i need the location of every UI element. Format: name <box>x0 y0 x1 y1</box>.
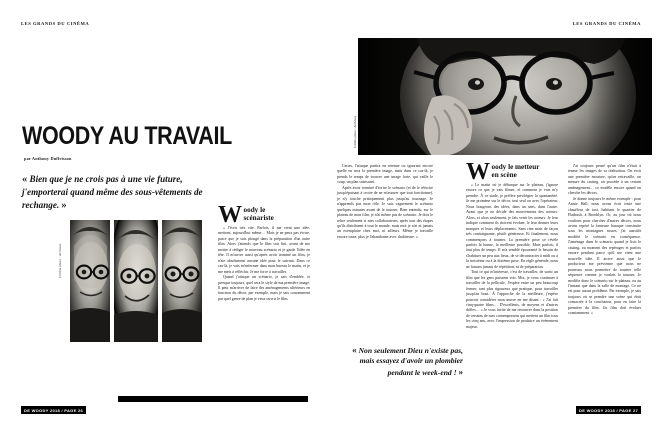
portrait-strip-1-image <box>70 220 110 342</box>
section-heading-line-2: en scène <box>491 171 517 179</box>
portrait-strip-3-image <box>162 220 202 342</box>
footer-rule <box>118 396 308 402</box>
paragraph: Certes, l'attaque partira en retenue ou ignorant encore quelle en sera la première image, mais dans ce cas-là, je prends le temps de trouver une image forte, qui vaille le coup, un plan saisissant. <box>337 163 433 185</box>
hero-portrait-credit: Crédits photo : Archives <box>353 115 357 148</box>
paragraph: Tout ce qui m'intéresse, c'est de travailler, de sortir un film que les gens puissent voir. Moi, je veux continuer à travailler de la pellicule. J'espère entre un peu beaucoup fermer, tant plus rigoureux que pratique, pour travailler jusqu'au bout. À l'approche de la meilleure, j'espère pouvoir considérer mon œuvre en me disant : « J'ai fait cinq-quatre films… D'excellents, de moyens et d'autres drôles… » Je vous invite de me retrouver dans la position de certains de mes contemporains qui mettent un film tous les cinq ans, avec l'impression de produire un événement majeur. <box>466 269 558 329</box>
paragraph: Après avoir terminé d'écrire le scénario (et de le réécrire jusqu'épuisant à croire de ne m'assurer que tout fonctionne), je n'y touche pratiquement plus jusqu'au tournage. Je n'apprends pas mon rôle. Je suis vaguement le scénario quelques minutes avant de le tourner. Bien entendu, sur le plateau de mon film, je n'ai même pas de scénario. Je dois le relire seulement si mes collaborateurs, après tout des étapes qu'ils distribuent à tout le monde, mais moi je n'ai ni jamais un exemplaire chez moi, ni ailleurs. Même je travaille encore toute, plus je l'abandonne avec rhabiteuse. » <box>337 184 433 239</box>
quote-close-mark: » <box>458 366 463 377</box>
quote-open-mark: « <box>352 345 357 355</box>
pullquote-plumber <box>337 345 463 378</box>
section-heading-line-1: oody le <box>243 206 266 214</box>
column-center <box>337 163 433 239</box>
portrait-strip-credit: Crédits photo : Archives <box>58 243 62 278</box>
column-scenariste <box>218 202 310 301</box>
running-head-left: LES GRANDS DU CINÉMA <box>21 21 90 26</box>
hero-portrait-image <box>358 38 652 155</box>
byline: par Anthony Duffrisson <box>24 156 72 161</box>
running-head-right: LES GRANDS DU CINÉMA <box>572 21 641 26</box>
section-heading-line-2: scénariste <box>243 214 274 222</box>
portrait-strip-1 <box>70 220 110 342</box>
section-heading-line-1: oody le metteur <box>491 163 540 171</box>
page-title: WOODY AU TRAVAIL <box>22 122 232 150</box>
paragraph: J'ai toujours pensé qu'un film n'était à teneur les images de sa réalisation. On écrit une première mouture, qu'on retravaille, on mesure du casting, on procède à un certain aménagement… ce modèle encore quand on cherche les décors. <box>568 163 641 196</box>
pullquote-text: Bien que je ne crois pas à une vie future, j'emporterai quand même des sous-vêtements de rechange. <box>22 174 203 211</box>
paragraph: Je donne toujours le même exemple : pour Annie Hall, nous avons écrit toute une chauffeur de taxi, habitant le quartier de Flatbush, à Brooklyn. Or, au jour où nous voulions pour chercher d'autres décors, nous avons repéré la fameuse baraque construite sous les montagnes russes, j'ai aussitôt modifié le scénario en conséquence. J'aménage dans le scénario quand je lisis le casting, ou moment des repérages et parfois encore pendant parce qu'il me vient une nouvelle idée. Il arrive aussi que le producteur me prévienne que nous ne pourrons nous permettre de tourner telle séquence comme je voulais la tourner. Je modifie donc le scénario sur le plateau, ou au l'instant que dans la salle de montage. Ce ne est pour aucun problème. Par exemple, je sais toujours où se prendre une scène qui était consacrée à la conclusion, pour en faire la première du film. Un film doit évoluer constamment. » <box>568 195 641 316</box>
quote-open-mark: « <box>22 174 28 185</box>
portrait-strip-2-image <box>114 220 158 342</box>
quote-close-mark: » <box>61 200 67 212</box>
section-heading-scenariste <box>218 202 310 228</box>
column-metteur-en-scene <box>466 159 558 329</box>
section-heading-metteur <box>466 159 558 185</box>
hero-portrait <box>358 38 652 155</box>
portrait-strip-3 <box>162 220 202 342</box>
folio-right: DE WOODY 2018 / PAGE 27 <box>576 406 641 414</box>
folio-left: DE WOODY 2018 / PAGE 26 <box>21 406 86 414</box>
paragraph: Quand j'attaque un scénario, je sais d'emblée, et presque toujours, quel sera le style de ma première image. Il peut m'arriver de faire des aménagements ultérieurs en fonction du décor, par exemple, mais je sais couramment par quel genre de plan je veux ouvrir le film. <box>218 274 310 301</box>
paragraph: « J'écris très vite. Parfois, il me vient une idée, mettons, aujourd'hui même… Mais je ne peux pas écrire, parce que je suis plongé dans la préparation d'un autre film. Alors j'attends que le film soit fini, avant de me mettre à rédiger le nouveau scénario et je garde l'idée en tête. Il m'arrive aussi qu'après avoir terminé un film, je n'aie absolument aucune idée pour le suivant. Dans ce cas-là, je vais m'enfermer dans mon bureau le matin, et je me mets à réfléchir. Je me force à travailler. <box>218 225 310 274</box>
column-far-right <box>568 163 641 316</box>
paragraph: « Le matin où je débarque sur le plateau, j'ignore encore ce que je vais filmer, et comment je vais m'y prendre. À ce stade, je préfère privilégier la spontanéité. Je me promène sur le décor, tout seul ou avec l'opérateur. Nous bougeons des idées, dans un sens, dans l'autre. Avant que je ne décide des mouvements des acteurs. Alors, et alors seulement, je fais venir les acteurs. Je leur indique comment ils doivent évoluer, le leur donner leurs marques et leurs déplacements. Sans rien mais de façon très contraignante, plutôt généreuse. Et finalement, nous commençons à tourner. La première prise se révèle parfois la bonne, la meilleure possible. Mais parfois, il faut plus de temps. Il m'a semblé épouvanté le besoin de s'habituer un peu aux lieux, de se décontracter à midi ou à la troisième ou à la dixième prise. En règle générale, nous ne faisons jamais de répétition, ni de préparation. <box>466 182 558 269</box>
dropcap-w: W <box>466 159 490 185</box>
pullquote-text: Non seulement Dieu n'existe pas, mais essayez d'avoir un plombier pendant le week-end ! <box>358 346 463 377</box>
pullquote-underwear <box>22 173 214 213</box>
portrait-strip-2 <box>114 220 158 342</box>
dropcap-w: W <box>218 202 242 228</box>
